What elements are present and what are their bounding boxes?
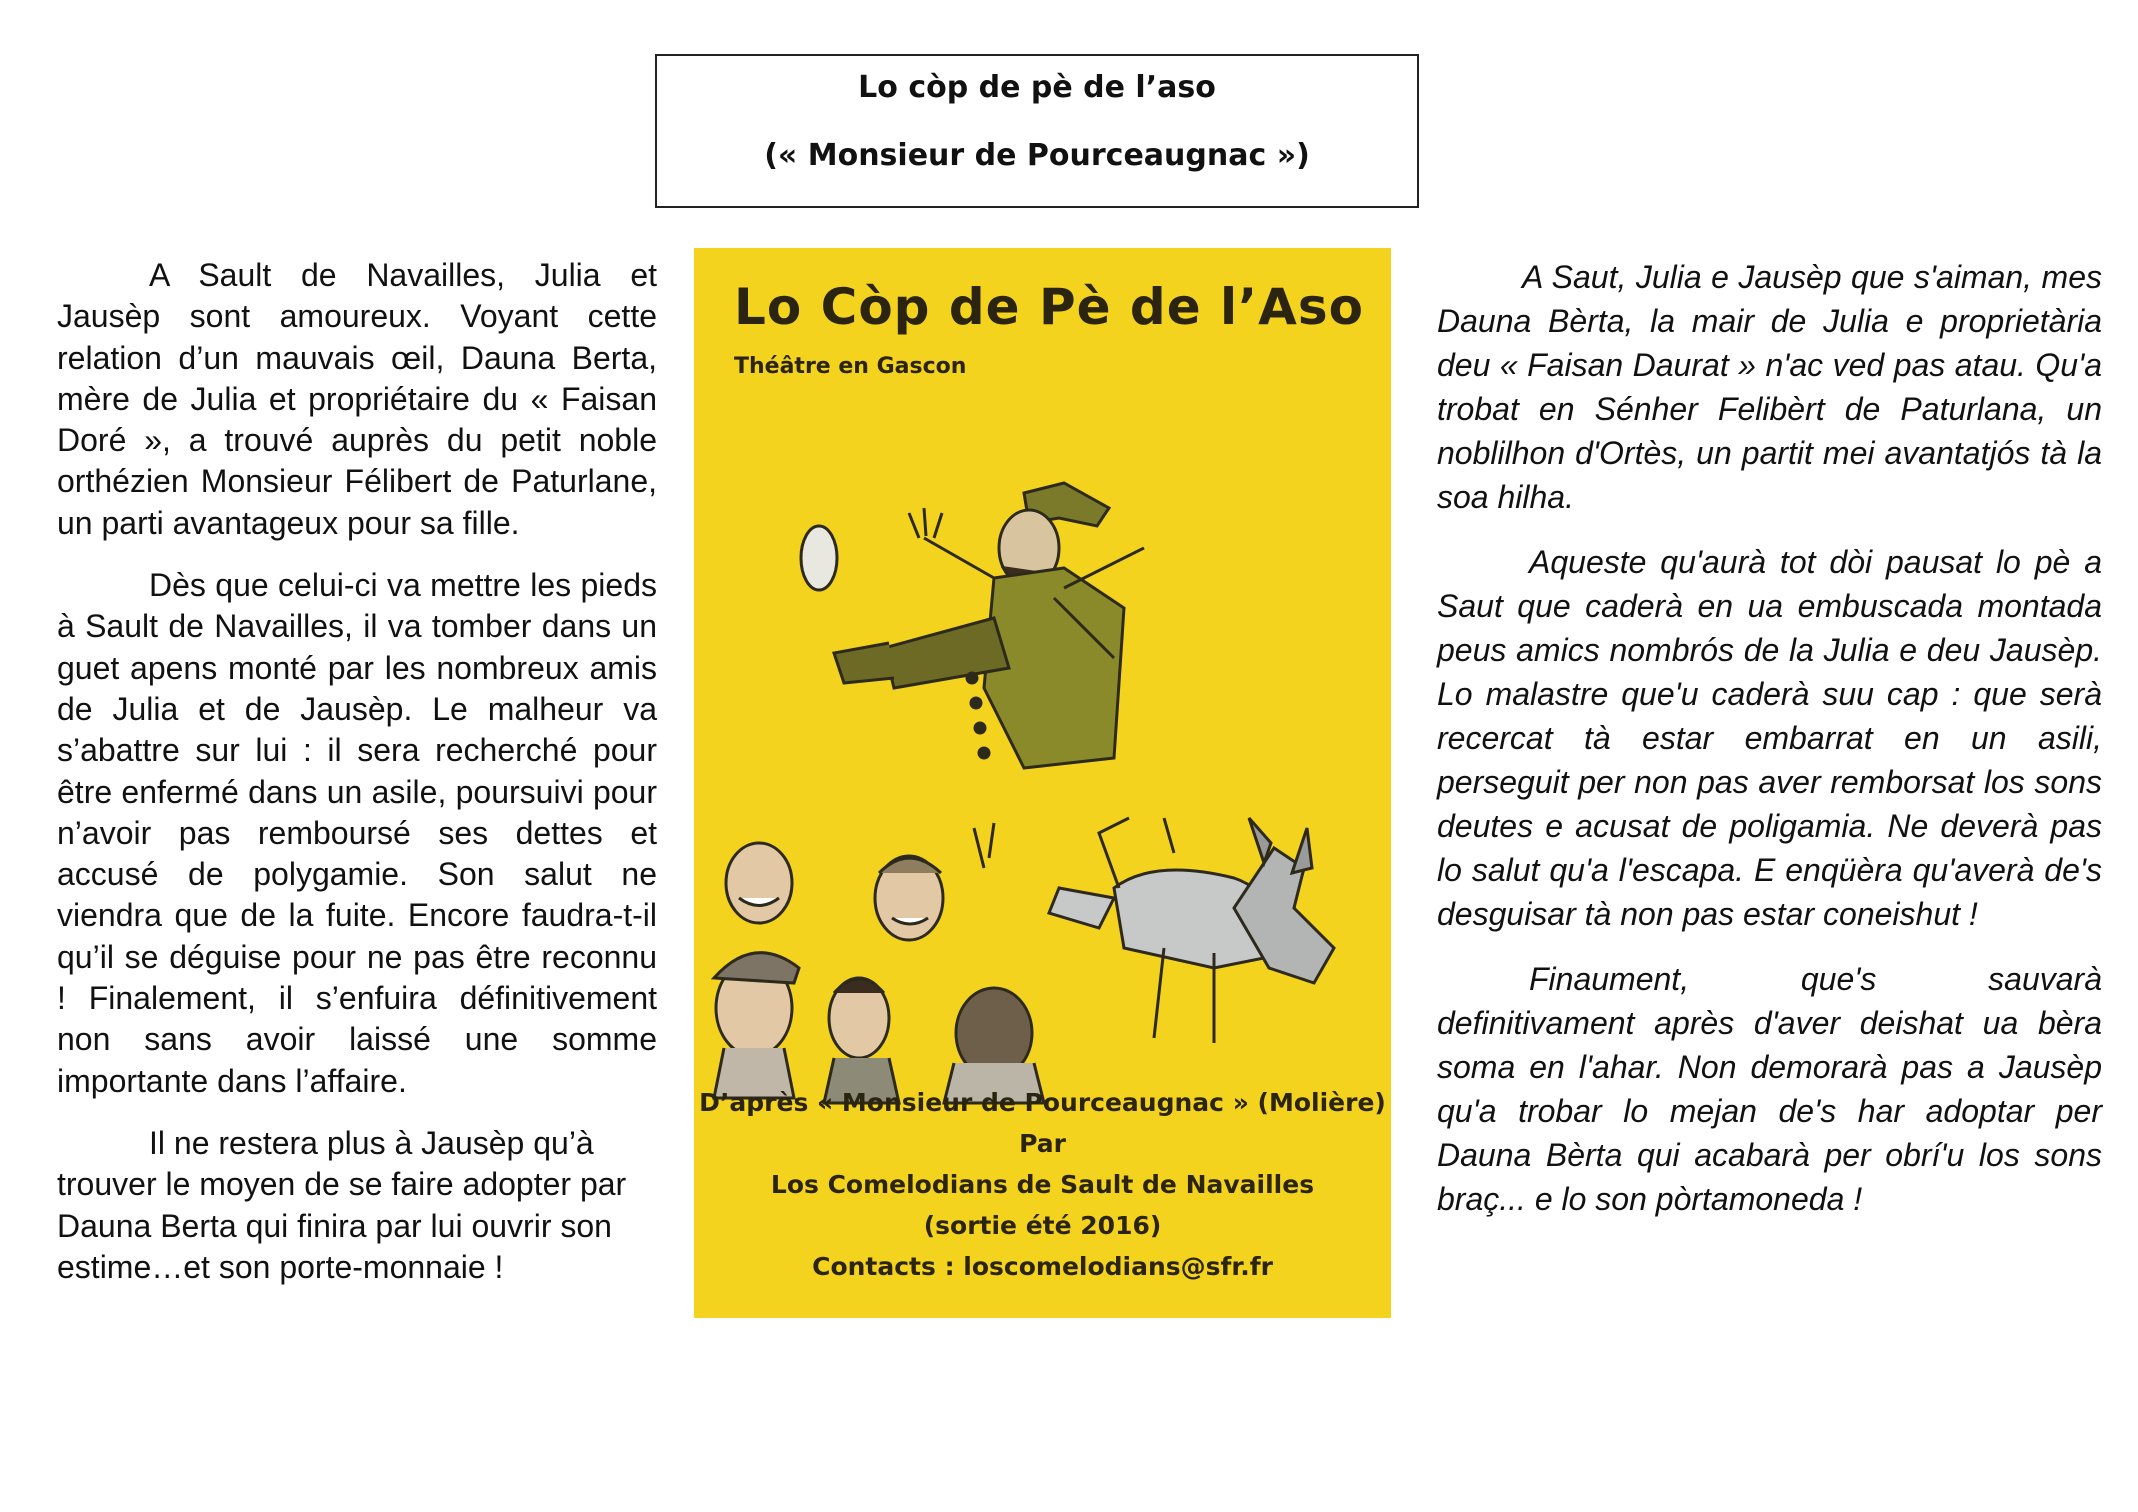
poster-line-contact: Contacts : loscomelodians@sfr.fr (812, 1252, 1273, 1281)
french-text-column (57, 255, 657, 1309)
french-paragraph-1: A Sault de Navailles, Julia et Jausèp sont amoureux. Voyant cette relation d’un mauvais œil, Dauna Berta, mère de Julia et propriétaire du « Faisan Doré », a trouvé auprès du petit noble orthézien Monsieur Félibert de Paturlane, un parti avantageux pour sa fille. (57, 257, 657, 541)
gascon-text-column (1437, 255, 2102, 1242)
crowd-drawing (714, 843, 1044, 1103)
poster-line-source: D’après « Monsieur de Pourceaugnac » (Molière) (699, 1088, 1386, 1117)
poster-subtitle: Théâtre en Gascon (734, 354, 967, 379)
poster-credits (694, 1082, 1391, 1287)
gascon-paragraph-1: A Saut, Julia e Jausèp que s'aiman, mes Dauna Bèrta, la mair de Julia e proprietària deu « Faisan Daurat » n'ac ved pas atau. Qu'a trobat en Sénher Felibèrt de Paturlana, un noblilhon d'Ortès, un partit mei avantatjós tà la soa hilha. (1437, 259, 2102, 515)
poster-line-release: (sortie été 2016) (923, 1211, 1162, 1240)
french-paragraph-2: Dès que celui-ci va mettre les pieds à Sault de Navailles, il va tomber dans un guet apens monté par les nombreux amis de Julia et de Jausèp. Le malheur va s’abattre sur lui : il sera recherché pour être enfermé dans un asile, poursuivi pour n’avoir pas remboursé ses dettes et accusé de polygamie. Son salut ne viendra que de la fuite. Encore faudra-t-il qu’il se déguise pour ne pas être reconnu ! Finalement, il s’enfuira définitivement non sans avoir laissé une somme importante dans l’affaire. (57, 567, 657, 1099)
falling-man-drawing (801, 483, 1144, 768)
play-poster (694, 248, 1391, 1318)
document-title: Lo còp de pè de l’aso (858, 70, 1216, 105)
title-box (655, 54, 1419, 208)
poster-line-troupe: Los Comelodians de Sault de Navailles (770, 1170, 1315, 1199)
poster-title: Lo Còp de Pè de l’Aso (734, 278, 1364, 336)
document-subtitle: (« Monsieur de Pourceaugnac ») (764, 138, 1310, 173)
poster-line-by: Par (1019, 1129, 1066, 1158)
gascon-paragraph-2: Aqueste qu'aurà tot dòi pausat lo pè a Saut que caderà en ua embuscada montada peus amics nombrós de la Julia e deu Jausèp. Lo malastre que'u caderà suu cap : que serà recercat tà estar embarrat en un asili, perseguit per non pas aver remborsat los sons deutes e acusat de poligamia. Ne deverà pas lo salut qu'a l'escapa. E enqüèra qu'averà de's desguisar tà non pas estar coneishut ! (1437, 544, 2102, 932)
gascon-paragraph-3: Finaument, que's sauvarà definitivament après d'aver deishat ua bèra soma en l'ahar. Non demorarà pas a Jausèp qu'a trobar lo mejan de's har adoptar per Dauna Bèrta qui acabarà per obrí'u los sons braç... e lo son pòrtamoneda ! (1437, 961, 2102, 1217)
french-paragraph-3: Il ne restera plus à Jausèp qu’à trouver le moyen de se faire adopter par Dauna Berta qui finira par lui ouvrir son estime…et son porte-monnaie ! (57, 1124, 627, 1285)
